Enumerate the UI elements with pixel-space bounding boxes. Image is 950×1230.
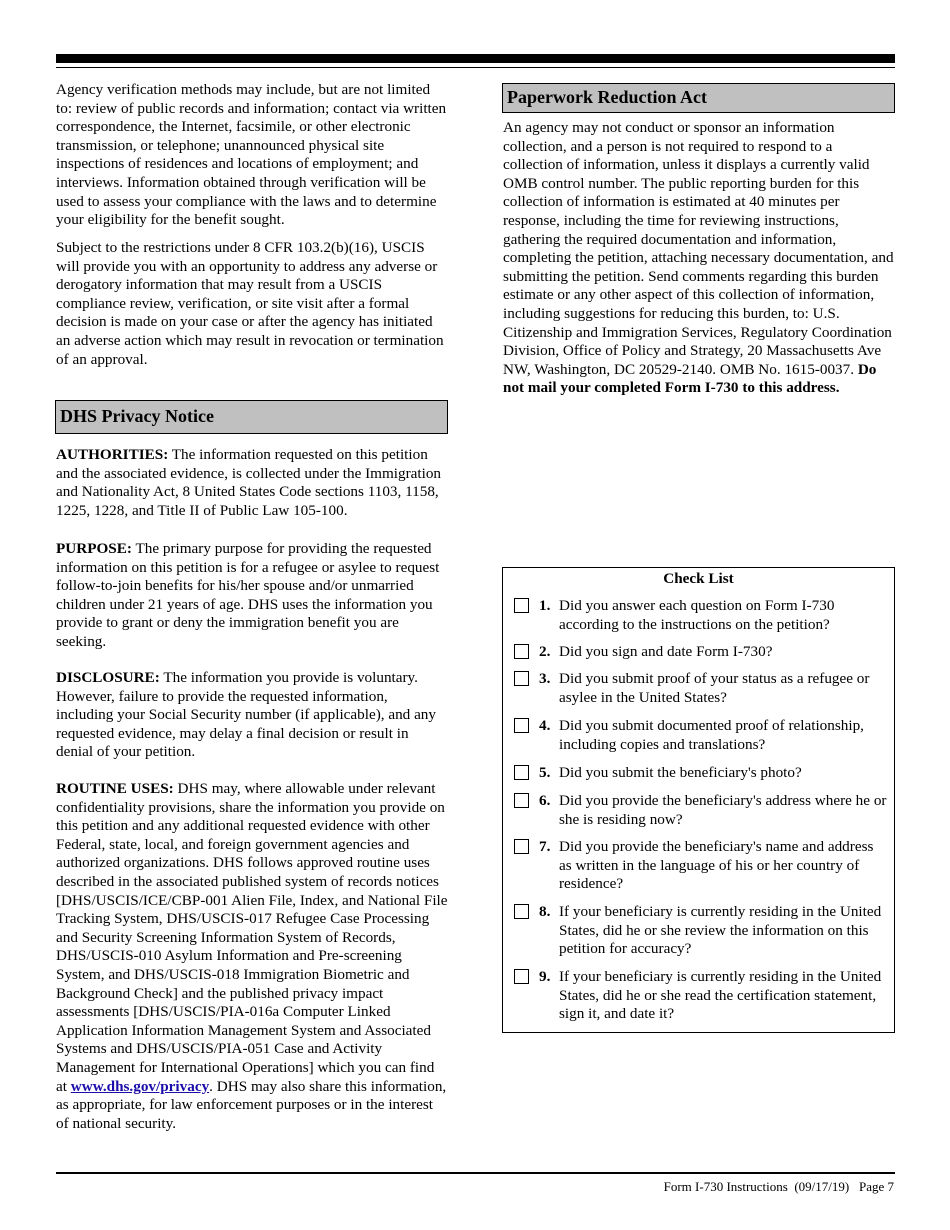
paperwork-text: An agency may not conduct or sponsor an information collection, and a person is not required to respond to a collection of information, unless it displays a currently valid OMB control number. The public reporting burden for this collection of information is estimated at 40 minutes per response, including the time for reviewing instructions, gathering the required documentation and information, completing the petition, attaching necessary documentation, and submitting the petition. Send comments regarding this burden estimate or any other aspect of this collection of information, including suggestions for reducing this burden, to: U.S. Citizenship and Immigration Services, Regulatory Coordination Division, Office of Policy and Strategy, 20 Massachusetts Ave NW, Washington, DC 20529-2140. OMB No. 1615-0037. [503, 119, 894, 378]
checklist-item-text: Did you submit documented proof of relationship, including copies and translations? [559, 717, 864, 753]
checklist-item-text: If your beneficiary is currently residing in the United States, did he or she review the information on this petition for accuracy? [559, 903, 882, 958]
checklist-item-number: 9. [539, 968, 551, 985]
checkbox-2[interactable] [514, 644, 529, 659]
checklist-item-text: Did you submit proof of your status as a refugee or asylee in the United States? [559, 670, 870, 706]
checkbox-7[interactable] [514, 839, 529, 854]
checkbox-5[interactable] [514, 765, 529, 780]
paperwork-paragraph [503, 119, 895, 398]
authorities-label: AUTHORITIES: [56, 446, 169, 463]
privacy-notice-header: DHS Privacy Notice [55, 400, 448, 434]
checklist-item-number: 3. [539, 670, 551, 687]
checklist-item-number: 8. [539, 903, 551, 920]
checklist-item-text: If your beneficiary is currently residing in the United States, did he or she read the certification statement, sign it, and date it? [559, 968, 882, 1023]
routine-uses-text: DHS may, where allowable under relevant confidentiality provisions, share the information you provide on this petition and any additional requested evidence with other Federal, state, local, and foreign government agencies and authorized organizations. DHS follows approved routine uses described in the associated published system of records notices [DHS/USCIS/ICE/CBP-001 Alien File, Index, and National File Tracking System, DHS/USCIS-017 Refugee Case Processing and Security Screening Information System of Records, DHS/USCIS-010 Asylum Information and Pre-screening System, and DHS/USCIS-018 Immigration Biometric and Background Check] and the published privacy impact assessments [DHS/USCIS/PIA-016a Computer Linked Application Information Management System and Associated Systems and DHS/USCIS/PIA-051 Case and Activity Management for International Operations] which you can find at [56, 780, 448, 1095]
checklist-item-number: 5. [539, 764, 551, 781]
checklist-item-number: 2. [539, 643, 551, 660]
checklist-box [502, 567, 895, 1033]
checklist-item-text: Did you sign and date Form I-730? [559, 643, 773, 660]
checkbox-8[interactable] [514, 904, 529, 919]
checklist-item-number: 7. [539, 838, 551, 855]
top-rule-thick [56, 54, 895, 63]
paperwork-reduction-header: Paperwork Reduction Act [502, 83, 895, 113]
authorities-text: The information requested on this petition and the associated evidence, is collected under the Immigration and Nationality Act, 8 United States Code sections 1103, 1158, 1225, 1228, and Title II of Public Law 105-100. [56, 446, 442, 519]
routine-uses-paragraph [56, 780, 448, 1133]
disclosure-label: DISCLOSURE: [56, 669, 160, 686]
routine-uses-label: ROUTINE USES: [56, 780, 174, 797]
checklist-item-text: Did you provide the beneficiary's address where he or she is residing now? [559, 792, 887, 828]
checklist-item-number: 4. [539, 717, 551, 734]
purpose-paragraph [56, 540, 448, 652]
checklist-item-text: Did you provide the beneficiary's name and address as written in the language of his or her country of residence? [559, 838, 874, 893]
bottom-rule [56, 1172, 895, 1174]
checkbox-4[interactable] [514, 718, 529, 733]
page-footer: Form I-730 Instructions (09/17/19) Page 7 [663, 1179, 894, 1194]
checklist-title: Check List [663, 570, 734, 587]
checkbox-3[interactable] [514, 671, 529, 686]
paperwork-bold-notice: Do not mail your completed Form I-730 to this address. [503, 360, 877, 397]
checklist-item-number: 1. [539, 597, 551, 614]
top-rule-thin [56, 67, 895, 68]
routine-uses-tail: . DHS may also share this information, as appropriate, for law enforcement purposes or in the interest of national security. [56, 1077, 447, 1132]
checklist-item-text: Did you submit the beneficiary's photo? [559, 764, 802, 781]
checkbox-1[interactable] [514, 598, 529, 613]
dhs-privacy-link[interactable]: www.dhs.gov/privacy [70, 1077, 210, 1095]
checklist-item-number: 6. [539, 792, 551, 809]
checklist-item-text: Did you answer each question on Form I-730 according to the instructions on the petition? [559, 597, 835, 633]
authorities-paragraph [56, 446, 448, 520]
checkbox-6[interactable] [514, 793, 529, 808]
verification-paragraph: Agency verification methods may include, but are not limited to: review of public records and information; contact via written correspondence, the Internet, facsimile, or other electronic transmission, or telephone; unannounced physical site inspections of residences and locations of employment; and interviews. Information obtained through verification will be used to assess your compliance with the laws and to determine your eligibility for the benefit sought. [56, 81, 447, 229]
restrictions-paragraph: Subject to the restrictions under 8 CFR 103.2(b)(16), USCIS will provide you with an opportunity to address any adverse or derogatory information that may result from a USCIS compliance review, verification, or site visit after a formal decision is made on your case or after the agency has initiated an adverse action which may result in revocation or termination of an approval. [56, 239, 444, 368]
checkbox-9[interactable] [514, 969, 529, 984]
disclosure-paragraph [56, 669, 448, 762]
purpose-label: PURPOSE: [56, 540, 132, 557]
disclosure-text: The information you provide is voluntary. However, failure to provide the requested information, including your Social Security number (if applicable), and any requested evidence, may delay a final decision or result in denial of your petition. [56, 669, 436, 761]
purpose-text: The primary purpose for providing the requested information on this petition is for a refugee or asylee to request follow-to-join benefits for his/her spouse and/or unmarried children under 21 years of age. DHS uses the information you provide to grant or deny the immigration benefit you are seeking. [56, 540, 440, 650]
